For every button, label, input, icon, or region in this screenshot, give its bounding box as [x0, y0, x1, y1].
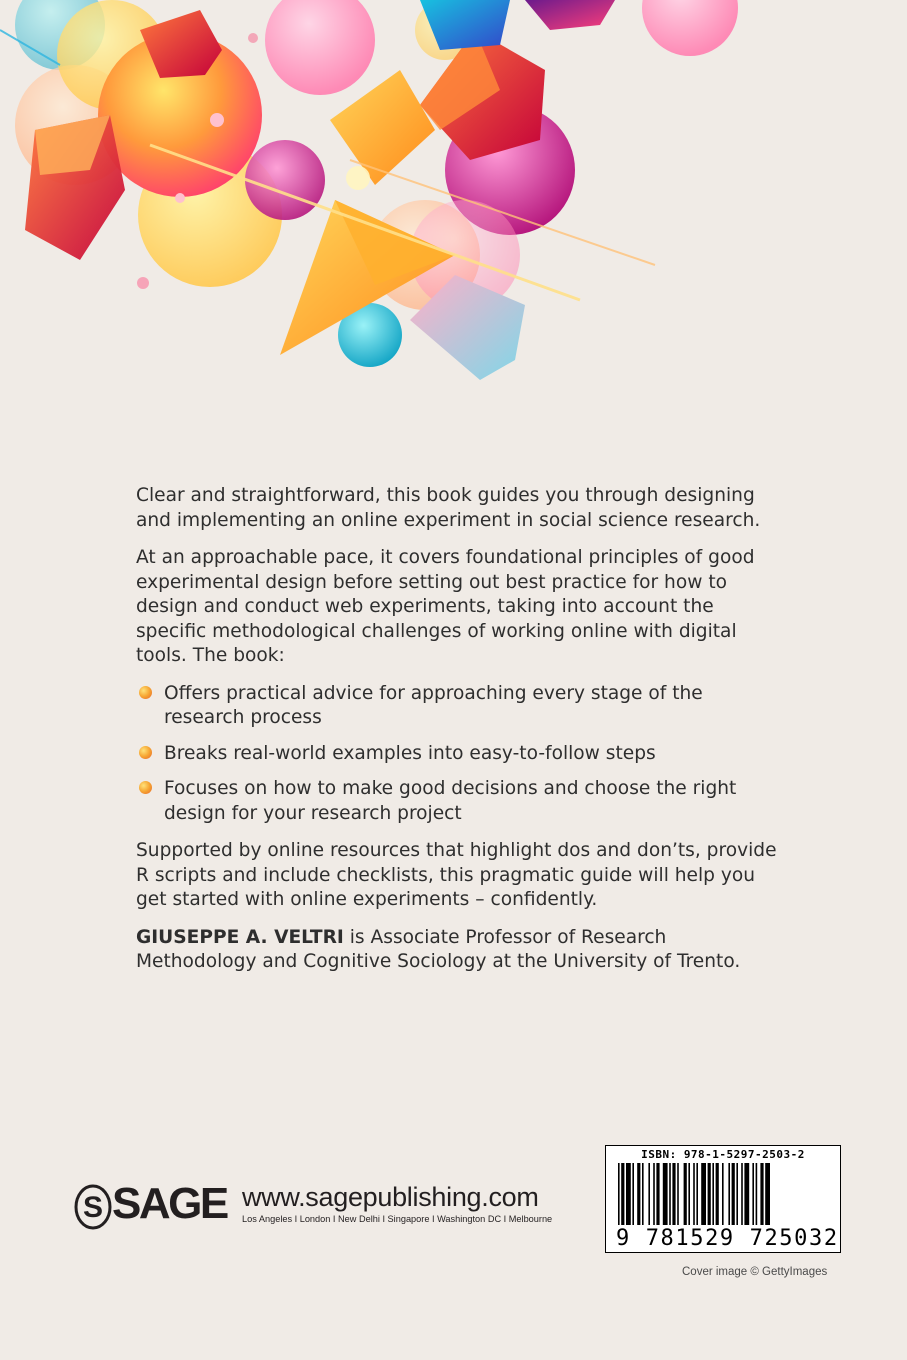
list-item [136, 777, 786, 826]
barcode-digits: 9 781529 725032 [616, 1226, 839, 1251]
bullet-icon [139, 686, 152, 699]
publisher-logo [74, 1179, 564, 1232]
author-bio [136, 926, 786, 975]
bullet-icon [139, 746, 152, 759]
list-item [136, 682, 786, 731]
author-bio-text: is Associate Professor of Research Methodology and Cognitive Sociology at the University of Trento. [136, 926, 741, 972]
sage-emblem-icon [74, 1184, 112, 1230]
svg-text:S: S [82, 1191, 104, 1224]
description-paragraph: At an approachable pace, it covers foundational principles of good experimental design before setting out best practice for how to design and conduct web experiments, taking into account the specific methodological challenges of working online with digital tools. The book: [136, 547, 755, 666]
back-cover-blurb [136, 484, 786, 988]
cover-art-illustration [0, 0, 907, 420]
publisher-cities: Los Angeles I London I New Delhi I Singapore I Washington DC I Melbourne [242, 1214, 553, 1224]
barcode-bars-icon [618, 1163, 828, 1225]
bullet-icon [139, 781, 152, 794]
bullet-text: Offers practical advice for approaching every stage of the research process [164, 682, 703, 728]
publisher-name: SAGE [112, 1179, 227, 1228]
publisher-url: www.sagepublishing.com [242, 1182, 539, 1212]
bullet-text: Focuses on how to make good decisions and choose the right design for your research project [164, 778, 737, 824]
isbn-barcode [605, 1145, 841, 1253]
isbn-label: ISBN: 978-1-5297-2503-2 [641, 1148, 805, 1161]
bullet-text: Breaks real-world examples into easy-to-follow steps [164, 742, 656, 764]
cover-image-credit: Cover image © GettyImages [682, 1266, 828, 1278]
author-name: GIUSEPPE A. VELTRI [136, 926, 344, 948]
intro-paragraph: Clear and straightforward, this book guides you through designing and implementing an online experiment in social science research. [136, 485, 761, 531]
resources-paragraph: Supported by online resources that highlight dos and don’ts, provide R scripts and include checklists, this pragmatic guide will help you get started with online experiments – confidently. [136, 840, 777, 910]
list-item [136, 742, 786, 767]
feature-list [136, 682, 786, 827]
